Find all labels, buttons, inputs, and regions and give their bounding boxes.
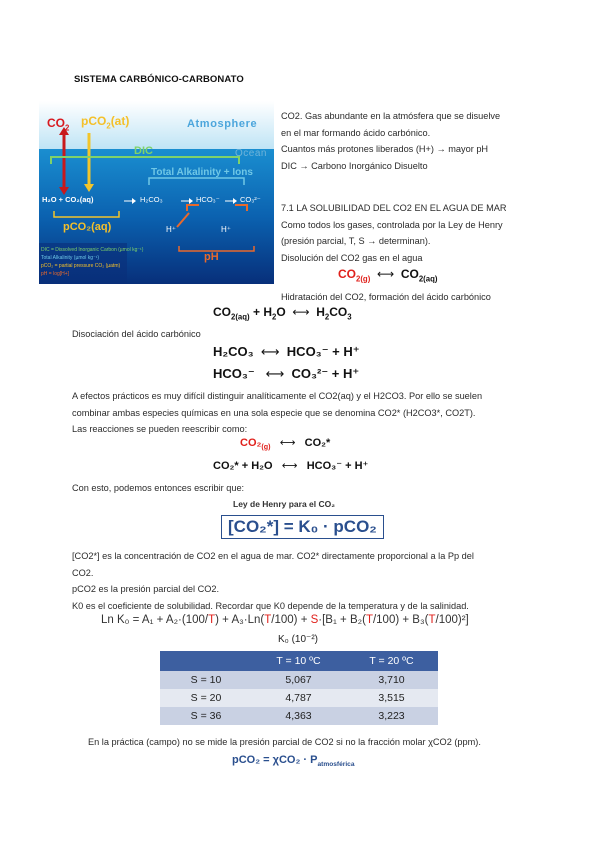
henry-caption: Ley de Henry para el CO₂	[233, 499, 336, 509]
figure-alkalinity-label: Total Alkalinity + Ions	[151, 167, 253, 178]
figure-pco2-aq-label: pCO₂(aq)	[63, 221, 112, 233]
table-cell: S = 36	[160, 707, 252, 725]
figure-legend	[41, 246, 143, 278]
equation-co2-star: $CO_2_{(g)}$ ⟷ CO₂*	[240, 437, 331, 452]
figure-hplus2-label: H⁺	[221, 225, 231, 234]
table-cell: S = 20	[160, 689, 252, 707]
section-line: (presión parcial, T, S → determinan).	[281, 236, 431, 246]
hydration-text: Hidratación del CO2, formación del ácido carbónico	[281, 292, 491, 302]
paragraph-line: combinar ambas especies químicas en una sola especie que se denomina CO2* (H2CO3*, CO2T).	[72, 407, 476, 418]
table-cell: 4,787	[252, 689, 345, 707]
intro-line: en el mar formando ácido carbónico.	[281, 127, 431, 138]
legend-pco2: pCO₂ = partial pressure CO₂ (µatm)	[41, 263, 121, 269]
figure-atmosphere-label: Atmosphere	[187, 118, 258, 130]
table-cell: 5,067	[252, 671, 345, 689]
equation-dissociation-2: HCO₃⁻ ⟷ CO₃²⁻ + H⁺	[213, 366, 360, 381]
intro-text	[281, 108, 531, 174]
table-header-cell: T = 20 ºC	[345, 651, 438, 671]
section-text	[281, 200, 531, 266]
figure-dic-label: DIC	[134, 145, 153, 157]
intro-line: CO2. Gas abundante en la atmósfera que se disuelve	[281, 111, 501, 121]
paragraph-line: Las reacciones se pueden reescribir como:	[72, 424, 248, 434]
definition-line: K0 es el coeficiente de solubilidad. Recordar que K0 depende de la temperatura y de la salinidad.	[72, 600, 469, 611]
table-cell: 3,710	[345, 671, 438, 689]
final-formula: $pCO_2 = \chi CO_2 \cdot P_{atmosférica}$	[232, 754, 355, 769]
legend-alkalinity: Total Alkalinity (µmol kg⁻¹)	[41, 255, 100, 261]
figure-hplus-label: H⁺	[166, 225, 176, 234]
figure-reaction-label: H₂O + CO₂(aq)	[42, 195, 94, 204]
table-header-row	[160, 651, 438, 671]
henry-formula: [CO₂*] = K₀ · pCO₂	[221, 515, 384, 539]
solubility-table	[160, 651, 438, 725]
intro-line: DIC → Carbono Inorgánico Disuelto	[281, 160, 428, 171]
equation-co2-star-hydration: CO₂* + H₂O ⟷ HCO₃⁻ + H⁺	[213, 460, 369, 472]
section-heading: 7.1 LA SOLUBILIDAD DEL CO2 EN EL AGUA DE MAR	[281, 203, 507, 213]
solubility-formula: Ln K₀ = A₁ + A₂·(100/T) + A₃·Ln(T/100) + S·[B₁ + B₂(T/100) + B₃(T/100)²]	[101, 614, 469, 626]
table-row	[160, 707, 438, 725]
section-line: Como todos los gases, controlada por la Ley de Henry	[281, 219, 503, 230]
definition-line: [CO2*] es la concentración de CO2 en el agua de mar. CO2* directamente proporcional a la Pp del	[72, 551, 474, 561]
figure-co2-label: $CO_2$	[47, 116, 70, 133]
conclusion-text: Con esto, podemos entonces escribir que:	[72, 483, 245, 493]
paragraph-line: A efectos prácticos es muy difícil distinguir analíticamente el CO2(aq) y el H2CO3. Por ello se suelen	[72, 391, 483, 401]
equation-hydration: $CO_{2(aq)} + H_2O$ ⟷ $H_2CO_3$	[213, 305, 352, 322]
dissociation-text: Disociación del ácido carbónico	[72, 329, 201, 339]
figure-ph-label: pH	[204, 251, 219, 263]
definition-line: pCO2 es la presión parcial del CO2.	[72, 584, 220, 594]
legend-ph: pH = log[H+]	[41, 271, 70, 277]
table-header-cell	[160, 651, 252, 671]
figure-co3-label: CO₃²⁻	[240, 195, 261, 204]
intro-line: Cuantos más protones liberados (H+) → mayor pH	[281, 144, 489, 154]
table-row	[160, 671, 438, 689]
equation-dissociation-1: H₂CO₃ ⟷ HCO₃⁻ + H⁺	[213, 344, 360, 359]
practice-text: En la práctica (campo) no se mide la presión parcial de CO2 si no la fracción molar χCO2 (ppm).	[88, 737, 481, 747]
table-caption: K₀ (10⁻²)	[278, 634, 318, 645]
table-cell: 3,223	[345, 707, 438, 725]
figure-pco2-atm-label: pCO$_2$(at)	[81, 114, 130, 131]
definition-line: CO2.	[72, 567, 94, 578]
table-cell: 4,363	[252, 707, 345, 725]
definitions	[72, 548, 542, 614]
legend-dic: DIC = Dissolved Inorganic Carbon (µmol kg⁻¹)	[41, 247, 144, 253]
figure-hco3-label: HCO₃⁻	[196, 195, 220, 204]
section-line: Disolución del CO2 gas en el agua	[281, 252, 423, 263]
table-header-cell: T = 10 ºC	[252, 651, 345, 671]
combined-species-paragraph	[72, 388, 542, 438]
table-cell: 3,515	[345, 689, 438, 707]
figure-ocean-label: Ocean	[235, 148, 267, 159]
carbonate-system-figure	[39, 101, 274, 284]
equation-dissolution: $CO_{2(g)}$ ⟷ $CO_{2(aq)}$	[338, 267, 438, 284]
figure-h2co3-label: H₂CO₃	[140, 195, 163, 204]
table-cell: S = 10	[160, 671, 252, 689]
page-title: SISTEMA CARBÓNICO-CARBONATO	[74, 74, 244, 85]
table-row	[160, 689, 438, 707]
